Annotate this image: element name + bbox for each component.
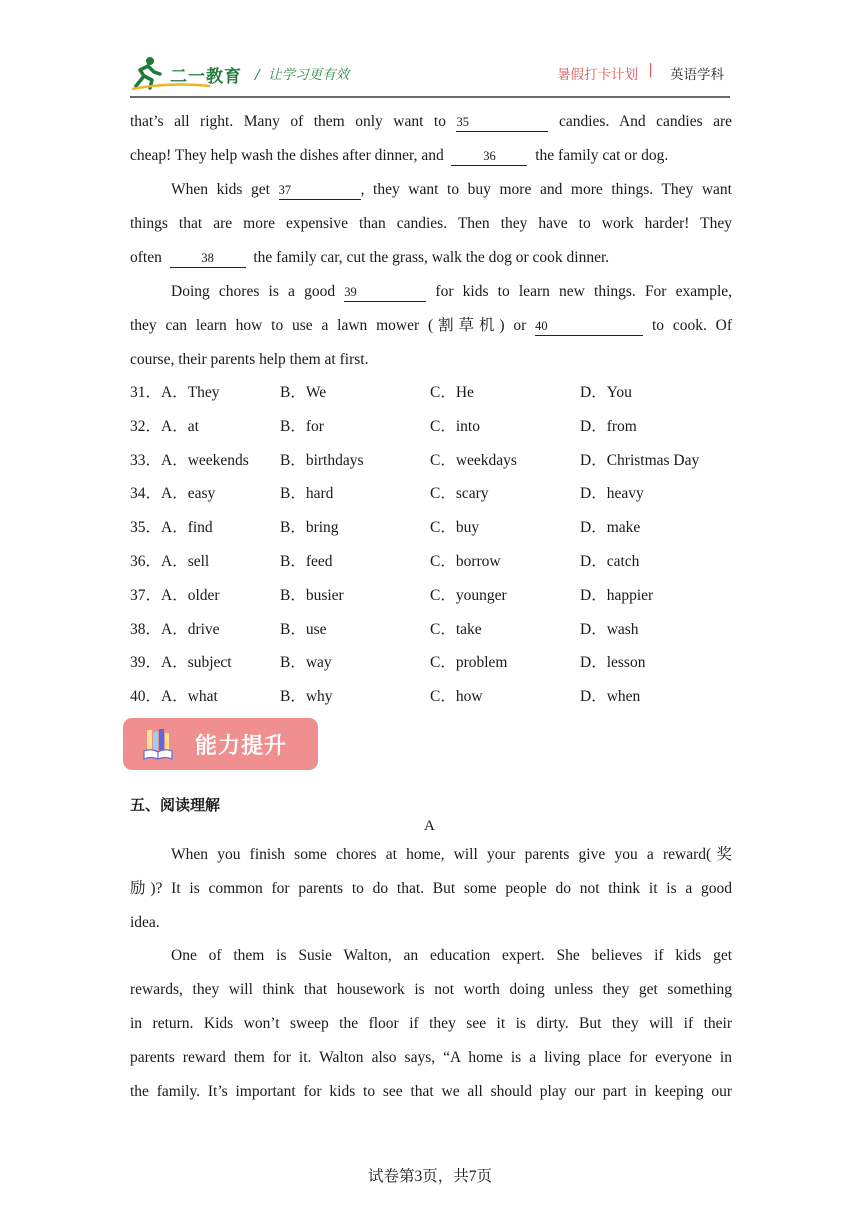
reading-line: rewards, they will think that housework is not worth doing unless they get something [130, 981, 732, 998]
option-b: B．We [280, 384, 327, 401]
option-row [130, 383, 730, 403]
reading-line: the family. It’s important for kids to see that we all should play our part in keeping our [130, 1083, 732, 1100]
option-b: B．hard [280, 485, 334, 503]
reading-line: One of them is Susie Walton, an education expert. She believes if kids get [171, 947, 732, 964]
blank-36: 36 [451, 149, 527, 166]
blank-40: 40 [535, 319, 643, 336]
option-row [130, 417, 730, 437]
header-divider [130, 96, 730, 98]
option-row [130, 620, 730, 640]
option-d: D．catch [580, 553, 640, 570]
option-c: C．into [430, 417, 480, 435]
blank-38: 38 [170, 251, 246, 268]
option-row [130, 586, 730, 606]
page-header [130, 52, 730, 96]
passage-line: When kids get 37 , they want to buy more and more things. They want [171, 181, 732, 198]
option-c: C．buy [430, 519, 480, 537]
header-slogan: / 让学习更有效 [255, 67, 350, 83]
option-row [130, 552, 730, 572]
option-row [130, 653, 730, 673]
option-c: C．scary [430, 485, 489, 503]
option-a: 32．A．at [130, 417, 199, 435]
header-subject: 英语学科 [670, 67, 724, 83]
header-separator: | [648, 62, 653, 78]
passage-line: cheap! They help wash the dishes after dinner, and 36 the family cat or dog. [130, 147, 669, 164]
option-b: B．for [280, 417, 324, 435]
logo-text: 二一教育 [170, 67, 242, 87]
passage-line: often 38 the family car, cut the grass, walk the dog or cook dinner. [130, 249, 610, 266]
passage-line: course, their parents help them at first. [130, 351, 369, 368]
option-b: B．busier [280, 586, 344, 604]
option-d: D．from [580, 417, 637, 435]
option-row [130, 518, 730, 538]
option-d: D．You [580, 384, 632, 401]
passage-line: they can learn how to use a lawn mower (割草机) or 40 to cook. Of [130, 317, 733, 334]
option-a: 36．A．sell [130, 553, 210, 570]
part-label: A [424, 818, 435, 834]
option-c: C．problem [430, 654, 508, 672]
reading-line: idea. [130, 914, 160, 931]
option-a: 33．A．weekends [130, 451, 249, 469]
option-d: D．make [580, 519, 641, 537]
header-plan: 暑假打卡计划 [557, 67, 638, 83]
option-b: B．use [280, 620, 327, 638]
option-row [130, 687, 730, 707]
option-b: B．way [280, 654, 332, 672]
option-b: B．bring [280, 519, 339, 537]
option-a: 40．A．what [130, 688, 218, 706]
blank-37: 37 [279, 183, 361, 200]
option-d: D．lesson [580, 654, 646, 672]
option-a: 31．A．They [130, 384, 220, 401]
option-b: B．why [280, 688, 333, 706]
book-icon [143, 728, 173, 760]
option-d: D．when [580, 688, 641, 706]
option-row [130, 484, 730, 504]
option-row [130, 451, 730, 471]
option-b: B．feed [280, 553, 333, 570]
reading-line: in return. Kids won’t sweep the floor if they see it is dirty. But they will if their [130, 1015, 732, 1032]
passage-line: things that are more expensive than candies. Then they have to work harder! They [130, 215, 732, 232]
option-a: 37．A．older [130, 586, 220, 604]
option-c: C．how [430, 688, 483, 706]
option-a: 39．A．subject [130, 654, 232, 672]
reading-line: When you finish some chores at home, will your parents give you a reward(奖 [171, 846, 732, 863]
option-d: D．Christmas Day [580, 451, 700, 469]
option-c: C．He [430, 384, 474, 401]
reading-line: 励)? It is common for parents to do that. But some people do not think it is a good [130, 880, 732, 897]
page-footer: 试卷第3页，共7页 [367, 1168, 492, 1185]
reading-line: parents reward them for it. Walton also says, “A home is a living place for everyone in [130, 1049, 732, 1066]
option-c: C．weekdays [430, 451, 517, 469]
blank-35: 35 [456, 115, 548, 132]
option-c: C．borrow [430, 553, 501, 570]
option-d: D．happier [580, 586, 654, 604]
passage-line: Doing chores is a good 39 for kids to learn new things. For example, [171, 283, 733, 300]
option-c: C．younger [430, 586, 507, 604]
passage-line: that’s all right. Many of them only want to 35 candies. And candies are [130, 113, 733, 130]
blank-39: 39 [344, 285, 426, 302]
option-d: D．heavy [580, 485, 644, 503]
banner-text: 能力提升 [195, 734, 288, 759]
ability-banner [123, 718, 318, 770]
section-title: 五、阅读理解 [130, 796, 221, 814]
option-a: 34．A．easy [130, 485, 216, 503]
option-d: D．wash [580, 620, 639, 638]
option-b: B．birthdays [280, 451, 364, 469]
option-a: 38．A．drive [130, 620, 220, 638]
option-a: 35．A．find [130, 519, 213, 537]
option-c: C．take [430, 620, 482, 638]
